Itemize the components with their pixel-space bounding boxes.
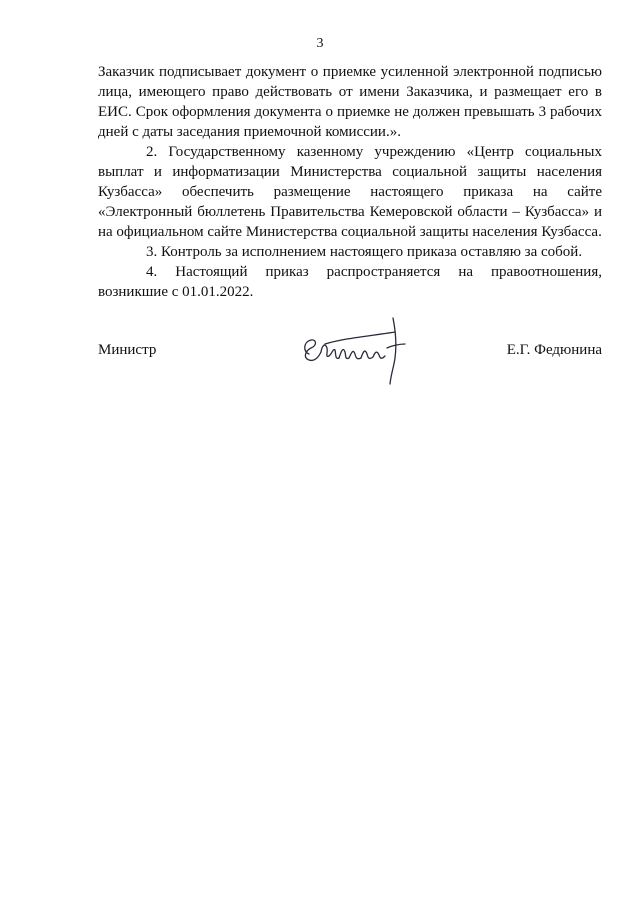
signatory-title: Министр [98,342,157,358]
handwritten-signature-icon [295,308,425,393]
paragraph-3: 3. Контроль за исполнением настоящего приказа оставляю за собой. [146,244,583,260]
paragraph-2: 2. Государственному казенному учреждению «Центр социальных выплат и информатизации Министерства социальной защиты населения Кузбасса» обеспечить размещение настоящего приказа на сайте «Электронный бюллетень Правительства Кемеровской области – Кузбасса» и на официальном сайте Министерства социальной защиты населения Кузбасса. [98,144,602,240]
page-number: 3 [316,36,324,51]
paragraph-4: 4. Настоящий приказ распространяется на правоотношения, возникшие с 01.01.2022. [98,264,602,300]
paragraph-continuation: Заказчик подписывает документ о приемке усиленной электронной подписью лица, имеющего право действовать от имени Заказчика, и размещает его в ЕИС. Срок оформления документа о приемке не должен превышать 3 рабочих дней с даты заседания приемочной комиссии.». [98,64,602,140]
signatory-name: Е.Г. Федюнина [506,342,602,358]
document-body [98,62,602,302]
